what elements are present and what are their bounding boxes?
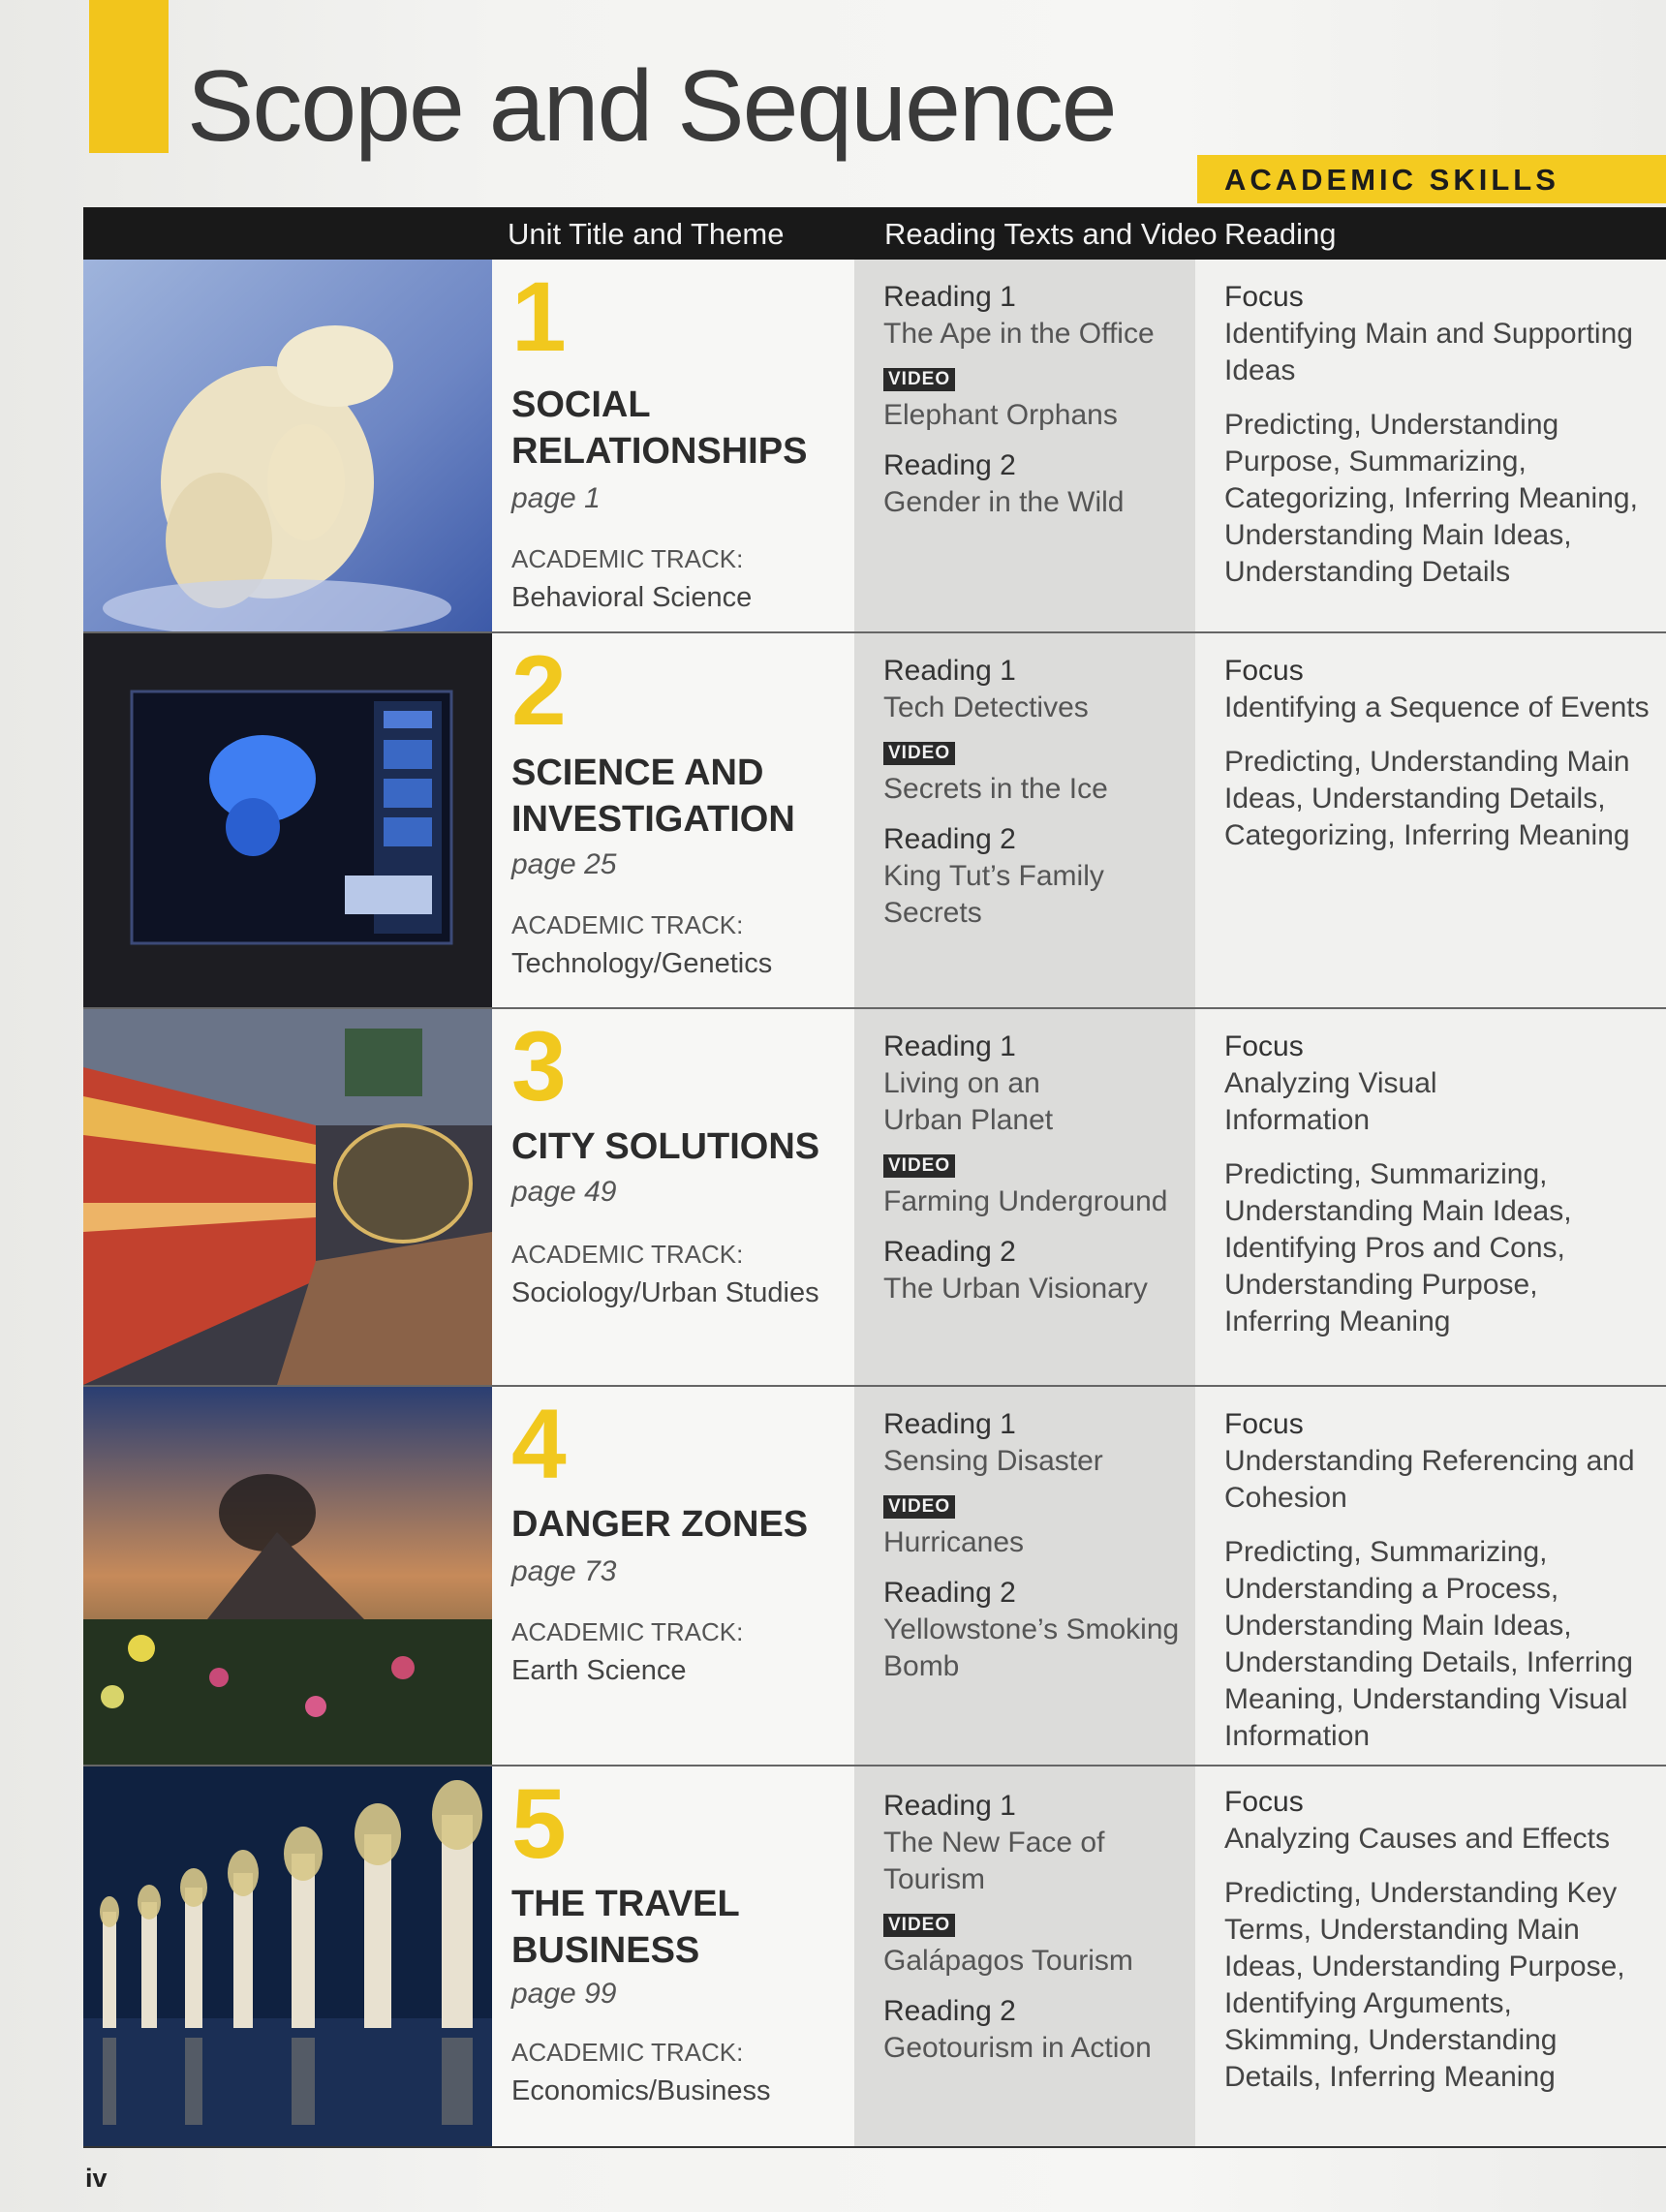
skills-list: Predicting, Understanding Main Ideas, Understanding Details, Categorizing, Inferring Meaning xyxy=(1224,746,1630,851)
unit-title-cell xyxy=(492,1767,854,2146)
video-title: Elephant Orphans xyxy=(883,399,1118,431)
polar-bear-photo xyxy=(83,260,492,631)
academic-track-label: ACADEMIC TRACK: xyxy=(511,1240,744,1269)
reading-1-label: Reading 1 xyxy=(883,281,1016,313)
reading-skills-cell xyxy=(1195,1009,1666,1385)
skills-list: Predicting, Summarizing, Understanding Main Ideas, Identifying Pros and Cons, Understanding Purpose, Inferring Meaning xyxy=(1224,1158,1572,1337)
unit-page-link[interactable]: page 73 xyxy=(511,1555,617,1587)
skull-scan-photo xyxy=(83,633,492,1007)
academic-track-label: ACADEMIC TRACK: xyxy=(511,2038,744,2067)
focus-label: Focus xyxy=(1224,655,1304,687)
mosque-colonnade-photo xyxy=(83,1767,492,2146)
unit-title: SCIENCE AND INVESTIGATION xyxy=(511,753,795,840)
academic-track-label: ACADEMIC TRACK: xyxy=(511,544,744,573)
academic-track: Sociology/Urban Studies xyxy=(511,1277,819,1308)
focus-label: Focus xyxy=(1224,1030,1304,1062)
academic-skills-badge: ACADEMIC SKILLS xyxy=(1197,155,1666,203)
unit-number: 2 xyxy=(511,635,567,746)
reading-1-label: Reading 1 xyxy=(883,1030,1016,1062)
academic-track: Behavioral Science xyxy=(511,582,753,613)
reading-skills-cell xyxy=(1195,260,1666,631)
focus-label: Focus xyxy=(1224,1408,1304,1440)
academic-track: Economics/Business xyxy=(511,2075,771,2106)
unit-title: CITY SOLUTIONS xyxy=(511,1126,820,1167)
unit-number: 1 xyxy=(511,261,567,372)
unit-title-cell xyxy=(492,260,854,631)
unit-row xyxy=(83,1009,1666,1387)
reading-skills-cell xyxy=(1195,1387,1666,1765)
video-badge: VIDEO xyxy=(883,742,955,765)
table-header xyxy=(83,207,1666,260)
focus-skill: Identifying a Sequence of Events xyxy=(1224,691,1650,723)
reading-2-title: The Urban Visionary xyxy=(883,1273,1148,1305)
unit-page-link[interactable]: page 49 xyxy=(511,1176,617,1208)
academic-track-label: ACADEMIC TRACK: xyxy=(511,910,744,939)
column-header-unit: Unit Title and Theme xyxy=(508,217,785,251)
focus-skill: Understanding Referencing and Cohesion xyxy=(1224,1445,1635,1514)
video-badge: VIDEO xyxy=(883,1154,955,1178)
reading-1-title: Tech Detectives xyxy=(883,691,1089,723)
video-title: Secrets in the Ice xyxy=(883,773,1108,805)
focus-skill: Identifying Main and Supporting Ideas xyxy=(1224,318,1633,386)
reading-1-label: Reading 1 xyxy=(883,1790,1016,1822)
focus-label: Focus xyxy=(1224,281,1304,313)
reading-texts-cell xyxy=(854,260,1195,631)
reading-1-title: The New Face of Tourism xyxy=(883,1827,1105,1895)
volcano-photo xyxy=(83,1387,492,1765)
unit-title-cell xyxy=(492,1009,854,1385)
reading-1-title: Living on an Urban Planet xyxy=(883,1067,1054,1136)
reading-2-title: Yellowstone’s Smoking Bomb xyxy=(883,1613,1180,1682)
reading-1-title: Sensing Disaster xyxy=(883,1445,1103,1477)
reading-2-label: Reading 2 xyxy=(883,1995,1016,2027)
reading-skills-cell xyxy=(1195,633,1666,1007)
city-bus-photo xyxy=(83,1009,492,1385)
unit-number: 5 xyxy=(511,1768,567,1879)
unit-row xyxy=(83,633,1666,1009)
unit-page-link[interactable]: page 1 xyxy=(511,482,601,514)
title-accent-bar xyxy=(89,0,169,153)
reading-1-title: The Ape in the Office xyxy=(883,318,1155,350)
video-title: Galápagos Tourism xyxy=(883,1945,1133,1977)
reading-texts-cell xyxy=(854,1767,1195,2146)
reading-texts-cell xyxy=(854,1009,1195,1385)
unit-title-cell xyxy=(492,633,854,1007)
reading-2-label: Reading 2 xyxy=(883,1236,1016,1268)
reading-2-title: Geotourism in Action xyxy=(883,2032,1152,2064)
unit-row xyxy=(83,1767,1666,2146)
skills-list: Predicting, Understanding Key Terms, Understanding Main Ideas, Understanding Purpose, Identifying Arguments, Skimming, Understanding Details, Inferring Meaning xyxy=(1224,1877,1625,2093)
scope-sequence-table xyxy=(83,260,1666,2148)
page-title: Scope and Sequence xyxy=(187,50,1116,163)
unit-page-link[interactable]: page 25 xyxy=(511,848,617,880)
reading-2-label: Reading 2 xyxy=(883,1577,1016,1609)
reading-1-label: Reading 1 xyxy=(883,1408,1016,1440)
academic-track-label: ACADEMIC TRACK: xyxy=(511,1617,744,1646)
skills-list: Predicting, Summarizing, Understanding a Process, Understanding Main Ideas, Understanding Details, Inferring Meaning, Understanding Visual Information xyxy=(1224,1536,1633,1752)
reading-2-title: Gender in the Wild xyxy=(883,486,1125,518)
video-badge: VIDEO xyxy=(883,1495,955,1519)
unit-title: SOCIAL RELATIONSHIPS xyxy=(511,384,808,472)
unit-number: 3 xyxy=(511,1011,567,1121)
column-header-skills: Reading xyxy=(1224,217,1337,251)
unit-number: 4 xyxy=(511,1389,567,1499)
reading-texts-cell xyxy=(854,633,1195,1007)
column-header-readings: Reading Texts and Video xyxy=(884,217,1218,251)
academic-track: Technology/Genetics xyxy=(511,948,773,979)
reading-2-label: Reading 2 xyxy=(883,449,1016,481)
unit-page-link[interactable]: page 99 xyxy=(511,1978,617,2010)
reading-1-label: Reading 1 xyxy=(883,655,1016,687)
video-badge: VIDEO xyxy=(883,1914,955,1937)
video-title: Farming Underground xyxy=(883,1185,1168,1217)
academic-track: Earth Science xyxy=(511,1655,687,1686)
video-badge: VIDEO xyxy=(883,368,955,391)
reading-skills-cell xyxy=(1195,1767,1666,2146)
focus-skill: Analyzing Visual Information xyxy=(1224,1067,1437,1136)
unit-row xyxy=(83,260,1666,633)
reading-2-label: Reading 2 xyxy=(883,823,1016,855)
unit-title: DANGER ZONES xyxy=(511,1504,809,1545)
unit-title-cell xyxy=(492,1387,854,1765)
skills-list: Predicting, Understanding Purpose, Summarizing, Categorizing, Inferring Meaning, Understanding Main Ideas, Understanding Details xyxy=(1224,409,1638,588)
reading-2-title: King Tut’s Family Secrets xyxy=(883,860,1104,929)
unit-row xyxy=(83,1387,1666,1767)
page-number: iv xyxy=(85,2164,108,2193)
focus-skill: Analyzing Causes and Effects xyxy=(1224,1823,1611,1855)
unit-title: THE TRAVEL BUSINESS xyxy=(511,1884,740,1971)
focus-label: Focus xyxy=(1224,1786,1304,1818)
video-title: Hurricanes xyxy=(883,1526,1025,1558)
reading-texts-cell xyxy=(854,1387,1195,1765)
